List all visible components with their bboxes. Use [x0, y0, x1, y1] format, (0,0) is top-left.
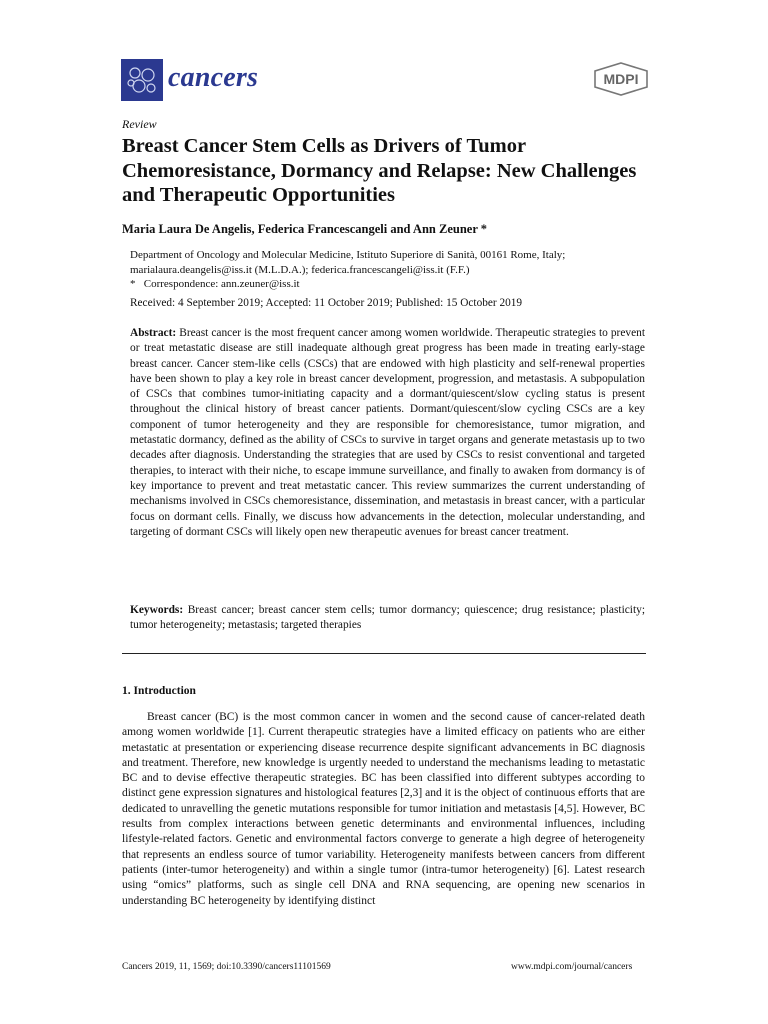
footer-url[interactable]: www.mdpi.com/journal/cancers: [511, 962, 633, 972]
article-title: Breast Cancer Stem Cells as Drivers of Tumor Chemoresistance, Dormancy and Relapse: New Challenges and Therapeutic Opportunities: [122, 135, 637, 206]
footer-citation: Cancers 2019, 11, 1569; doi:10.3390/cancers11101569: [122, 962, 331, 972]
keywords-text: Breast cancer; breast cancer stem cells; tumor dormancy; quiescence; drug resistance; plasticity; tumor heterogeneity; metastasis; targeted therapies: [130, 604, 645, 632]
introduction-text: Breast cancer (BC) is the most common cancer in women and the second cause of cancer-related death among women worldwide [1]. Current therapeutic strategies have a limited efficacy on patients who are either metastatic at presentation or experiencing disease recurrence despite significant advancements in BC diagnosis and treatment. Therefore, new knowledge is urgently needed to understand the mechanisms leading to metastatic BC and to devise effective therapeutic strategies. BC has been classified into different subtypes according to distinct gene expression signatures and histological features [2,3] and it is the object of continuous efforts that are dedicated to unravelling the genetic mutations responsible for tumor initiation and metastasis [4,5]. However, BC results from complex interactions between genetic determinants and environmental influences, including lifestyle-related factors. Genetic and environmental factors converge to generate a high degree of heterogeneity that represents an endless source of tumor variability. Heterogeneity manifests between cancers from different patients (inter-tumor heterogeneity) and within a single tumor (intra-tumor heterogeneity) [6]. Latest research using “omics” platforms, such as single cell DNA and RNA sequencing, are opening new scenarios in understanding BC heterogeneity by identifying distinct: [122, 711, 645, 907]
correspondence: * Correspondence: ann.zeuner@iss.it: [130, 278, 300, 290]
keywords: [130, 603, 645, 634]
publisher-logo: [592, 62, 650, 96]
keywords-label: Keywords:: [130, 604, 184, 616]
article-type: Review: [122, 117, 157, 131]
divider: [122, 653, 646, 654]
affiliation-block: [130, 248, 650, 292]
abstract-label: Abstract:: [130, 327, 177, 339]
section-heading: 1. Introduction: [122, 685, 196, 697]
abstract: [130, 326, 645, 540]
journal-name: cancers: [168, 62, 259, 93]
abstract-text: Breast cancer is the most frequent cancer among women worldwide. Therapeutic strategies to prevent or treat metastatic disease are still inadequate although great progress has been made in treating early-stage breast cancer. Cancer stem-like cells (CSCs) that are endowed with high plasticity and self-renewal properties have been shown to play a key role in breast cancer development, progression, and metastasis. A subpopulation of CSCs that combines tumor-initiating capacity and a dormant/quiescent/slow cycling status is present throughout the clinical history of breast cancer patients. Dormant/quiescent/slow cycling CSCs are a key component of tumor heterogeneity and they are responsible for chemoresistance, tumor migration, and metastatic dormancy, defined as the ability of CSCs to survive in target organs and generate metastasis up to two decades after diagnosis. Understanding the strategies that are used by CSCs to resist conventional and targeted therapies, to interact with their niche, to escape immune surveillance, and finally to awaken from dormancy is of key importance to prevent and treat metastatic cancer. This review summarizes the current understanding of mechanisms involved in CSCs chemoresistance, dissemination, and metastasis in breast cancer, with a particular focus on dormant cells. Finally, we discuss how advancements in the detection, molecular understanding, and targeting of dormant CSCs will likely open new therapeutic avenues for breast cancer treatment.: [130, 327, 645, 538]
publication-dates: Received: 4 September 2019; Accepted: 11 October 2019; Published: 15 October 2019: [130, 297, 523, 309]
publisher-name: MDPI: [603, 71, 639, 87]
journal-logo-icon: [121, 59, 163, 101]
affiliation: Department of Oncology and Molecular Medicine, Istituto Superiore di Sanità, 00161 Rome, Italy; marialaura.deangelis@iss.it (M.L.D.A.); federica.francescangeli@iss.it (F.F.): [130, 249, 566, 276]
author-list: Maria Laura De Angelis, Federica Francescangeli and Ann Zeuner *: [122, 222, 488, 236]
